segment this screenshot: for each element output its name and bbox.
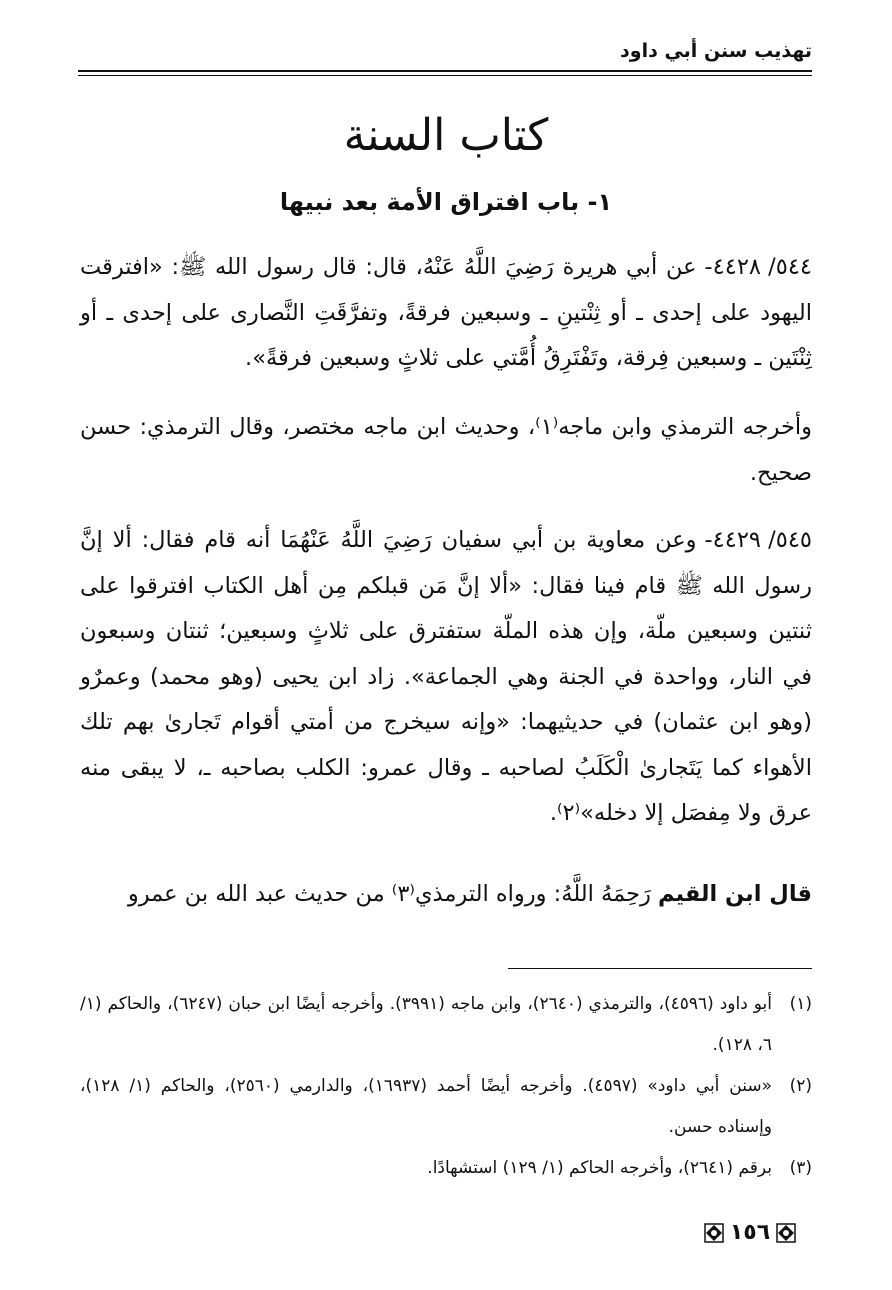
footnotes [80, 984, 812, 1189]
footnote-text: «سنن أبي داود» (٤٥٩٧). وأخرجه أيضًا أحمد (١٦٩٣٧)، والدارمي (٢٥٦٠)، والحاكم (١/ ١٢٨)، وإسناده حسن. [80, 1076, 772, 1137]
ornament-icon [704, 1223, 724, 1243]
header-rule-thick [78, 70, 812, 72]
footnote-separator [508, 968, 812, 969]
running-header: تهذيب سنن أبي داود [620, 40, 812, 62]
hadith-text: وعن معاوية بن أبي سفيان رَضِيَ اللَّهُ عَنْهُمَا أنه قام فقال: ألا إنَّ رسول الله ﷺ قام فينا فقال: «ألا إنَّ مَن قبلكم مِن أهل الكتاب افترقوا على ثنتين وسبعين ملّة، وإن هذه الملّة ستفترق على ثلاثٍ وسبعين؛ ثنتان وسبعون في النار، وواحدة في الجنة وهي الجماعة». زاد ابن يحيى (وهو محمد) وعمرٌو (وهو ابن عثمان) في حديثيهما: «وإنه سيخرج من أمتي أقوام تَجارىٰ بهم تلك الأهواء كما يَتَجارىٰ الْكَلَبُ لصاحبه ـ وقال عمرو: الكلب بصاحبه ـ، لا يبقى منه عرق ولا مِفصَل إلا دخله»⁽٢⁾. [80, 527, 812, 826]
footnote-2 [80, 1066, 812, 1148]
hadith-545 [80, 518, 812, 837]
footnote-text: برقم (٢٦٤١)، وأخرجه الحاكم (١/ ١٢٩) استشهادًا. [427, 1158, 772, 1178]
book-title: كتاب السنة [343, 110, 549, 161]
takhrij-paragraph: وأخرجه الترمذي وابن ماجه⁽١⁾، وحديث ابن ماجه مختصر، وقال الترمذي: حسن صحيح. [80, 414, 812, 486]
hadith-text: عن أبي هريرة رَضِيَ اللَّهُ عَنْهُ، قال: قال رسول الله ﷺ: «افترقت اليهود على إحدى ـ أو ثِنْتينِ ـ وسبعين فرقةً، وتفرَّقَتِ النَّصارى على إحدى ـ أو ثِنْتَين ـ وسبعين فِرقة، وتَفْتَرِقُ أُمَّتي على ثلاثٍ وسبعين فرقةً». [80, 254, 812, 371]
ibn-qayyim-comment [80, 872, 812, 918]
hadith-number: ٥٤٥/ ٤٤٢٩- [704, 527, 812, 553]
header-rule-thin [78, 75, 812, 76]
footnote-number: (٣) [789, 1158, 812, 1178]
footnote-number: (٢) [789, 1076, 812, 1096]
footnote-1 [80, 984, 812, 1066]
page-number-block [690, 1220, 810, 1245]
footnote-3 [80, 1148, 812, 1189]
hadith-number: ٥٤٤/ ٤٤٢٨- [704, 254, 812, 280]
chapter-heading: ١- باب افتراق الأمة بعد نبيها [279, 188, 613, 216]
ibn-qayyim-lead: قال ابن القيم [658, 881, 812, 907]
hadith-544 [80, 245, 812, 382]
footnote-text: أبو داود (٤٥٩٦)، والترمذي (٢٦٤٠)، وابن ماجه (٣٩٩١). وأخرجه أيضًا ابن حبان (٦٢٤٧)، والحاكم (١/ ٦، ١٢٨). [80, 994, 773, 1055]
ornament-icon [776, 1223, 796, 1243]
page-number: ١٥٦ [729, 1220, 771, 1245]
ibn-qayyim-text: رَحِمَهُ اللَّهُ: ورواه الترمذي⁽٣⁾ من حديث عبد الله بن عمرو [127, 881, 651, 907]
footnote-number: (١) [789, 994, 812, 1014]
